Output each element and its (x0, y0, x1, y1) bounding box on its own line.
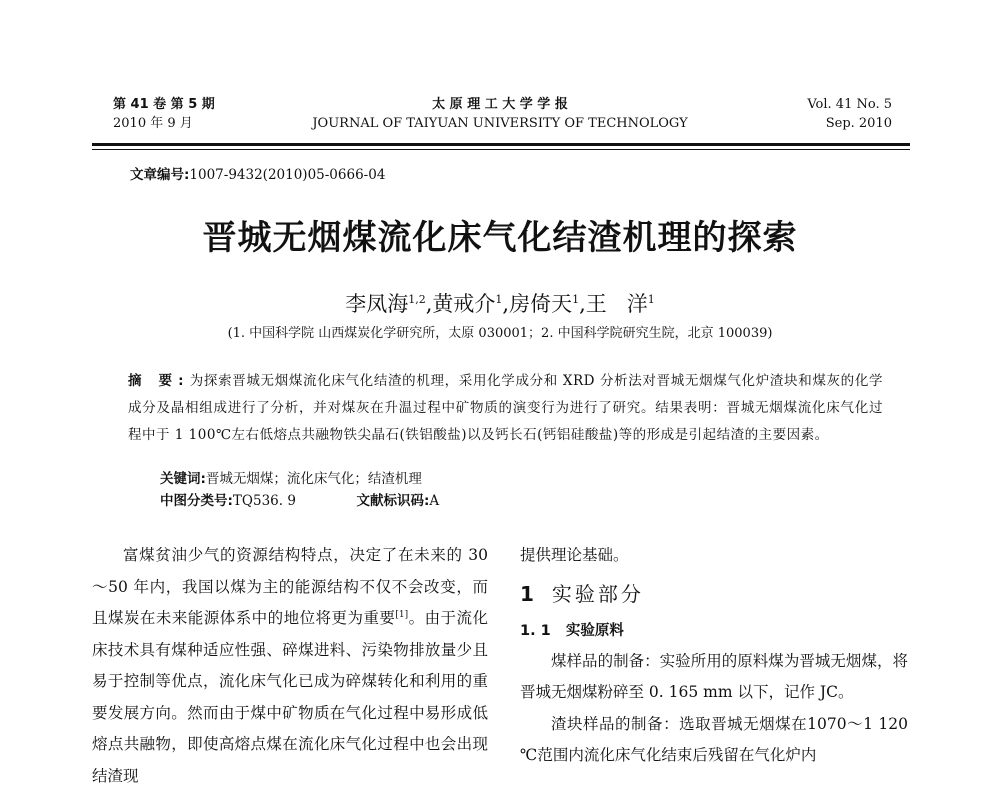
coal-sample-paragraph: 煤样品的制备：实验所用的原料煤为晋城无烟煤，将晋城无烟煤粉碎至 0. 165 mm 以下，记作 JC。 (520, 651, 908, 701)
journal-date-en: Sep. 2010 (825, 116, 892, 131)
journal-date: 2010 年 9 月 (113, 116, 193, 131)
document-code-label: 文献标识码: (356, 493, 430, 509)
classification (160, 490, 439, 512)
keywords (160, 468, 422, 490)
author-affil-sup: 1 (647, 293, 655, 306)
continuation-text: 提供理论基础。 (520, 546, 629, 564)
abstract (128, 368, 883, 449)
body-right-column (520, 540, 908, 772)
author-name: 黄戒介 (432, 292, 496, 316)
keywords-text: 晋城无烟煤；流化床气化；结渣机理 (205, 471, 422, 487)
author-list (0, 288, 1000, 318)
journal-title-cn: 太 原 理 工 大 学 学 报 (432, 97, 568, 112)
subsection-heading: 1. 1 实验原料 (520, 622, 624, 639)
affiliation: (1. 中国科学院 山西煤炭化学研究所，太原 030001；2. 中国科学院研究生院，北京 100039) (227, 326, 773, 341)
author-separator: , (425, 292, 433, 316)
abstract-text: 为探索晋城无烟煤流化床气化结渣的机理，采用化学成分和 XRD 分析法对晋城无烟煤气化炉渣块和煤灰的化学成分及晶相组成进行了分析，并对煤灰在升温过程中矿物质的演变行为进行了研究。结果表明：晋城无烟煤流化床气化过程中于 1 100℃左右低熔点共融物铁尖晶石(铁铝酸盐)以及钙长石(钙铝硅酸盐)等的形成是引起结渣的主要因素。 (128, 373, 883, 443)
author-affil-sup: 1,2 (408, 293, 426, 306)
header-rule-thin (92, 149, 910, 150)
author-affil-sup: 1 (495, 293, 503, 306)
keywords-label: 关键词: (160, 471, 206, 487)
classification-value: TQ536. 9 (232, 493, 296, 509)
author-separator: , (502, 292, 510, 316)
intro-paragraph (92, 540, 488, 792)
author-name: 房倚天 (509, 292, 573, 316)
section-number: 1 (520, 581, 534, 606)
document-code-value: A (429, 493, 440, 509)
journal-vol-no-en: Vol. 41 No. 5 (807, 97, 892, 112)
journal-title-en: JOURNAL OF TAIYUAN UNIVERSITY OF TECHNOLOGY (312, 116, 688, 131)
article-number (130, 163, 385, 183)
abstract-label: 摘 要: (128, 373, 190, 389)
article-number-value: 1007-9432(2010)05-0666-04 (189, 167, 386, 183)
journal-volume-issue: 第 41 卷 第 5 期 (113, 97, 215, 112)
author-affil-sup: 1 (572, 293, 580, 306)
section-title: 实验部分 (551, 581, 644, 606)
classification-label: 中图分类号: (160, 493, 233, 509)
section-heading (520, 572, 908, 616)
author-separator: , (579, 292, 586, 316)
paper-title: 晋城无烟煤流化床气化结渣机理的探索 (202, 218, 798, 258)
header-rule-thick (92, 143, 910, 146)
slag-sample-paragraph: 渣块样品的制备：选取晋城无烟煤在1070～1 120 ℃范围内流化床气化结束后残留在气化炉内 (520, 714, 908, 764)
author-name: 王 洋 (585, 292, 648, 316)
author-name: 李凤海 (345, 292, 409, 316)
citation-ref[interactable]: [1] (395, 609, 409, 620)
article-number-label: 文章编号: (130, 167, 190, 183)
intro-text-part2: 。由于流化床技术具有煤种适应性强、碎煤进料、污染物排放量少且易于控制等优点，流化床气化已成为碎煤转化和利用的重要发展方向。然而由于煤中矿物质在气化过程中易形成低熔点共融物，即使高熔点煤在流化床气化过程中也会出现结渣现 (92, 609, 488, 785)
intro-text-part1: 富煤贫油少气的资源结构特点，决定了在未来的 30～50 年内，我国以煤为主的能源结构不仅不会改变，而且煤炭在未来能源体系中的地位将更为重要 (92, 546, 488, 627)
body-left-column (92, 540, 488, 792)
